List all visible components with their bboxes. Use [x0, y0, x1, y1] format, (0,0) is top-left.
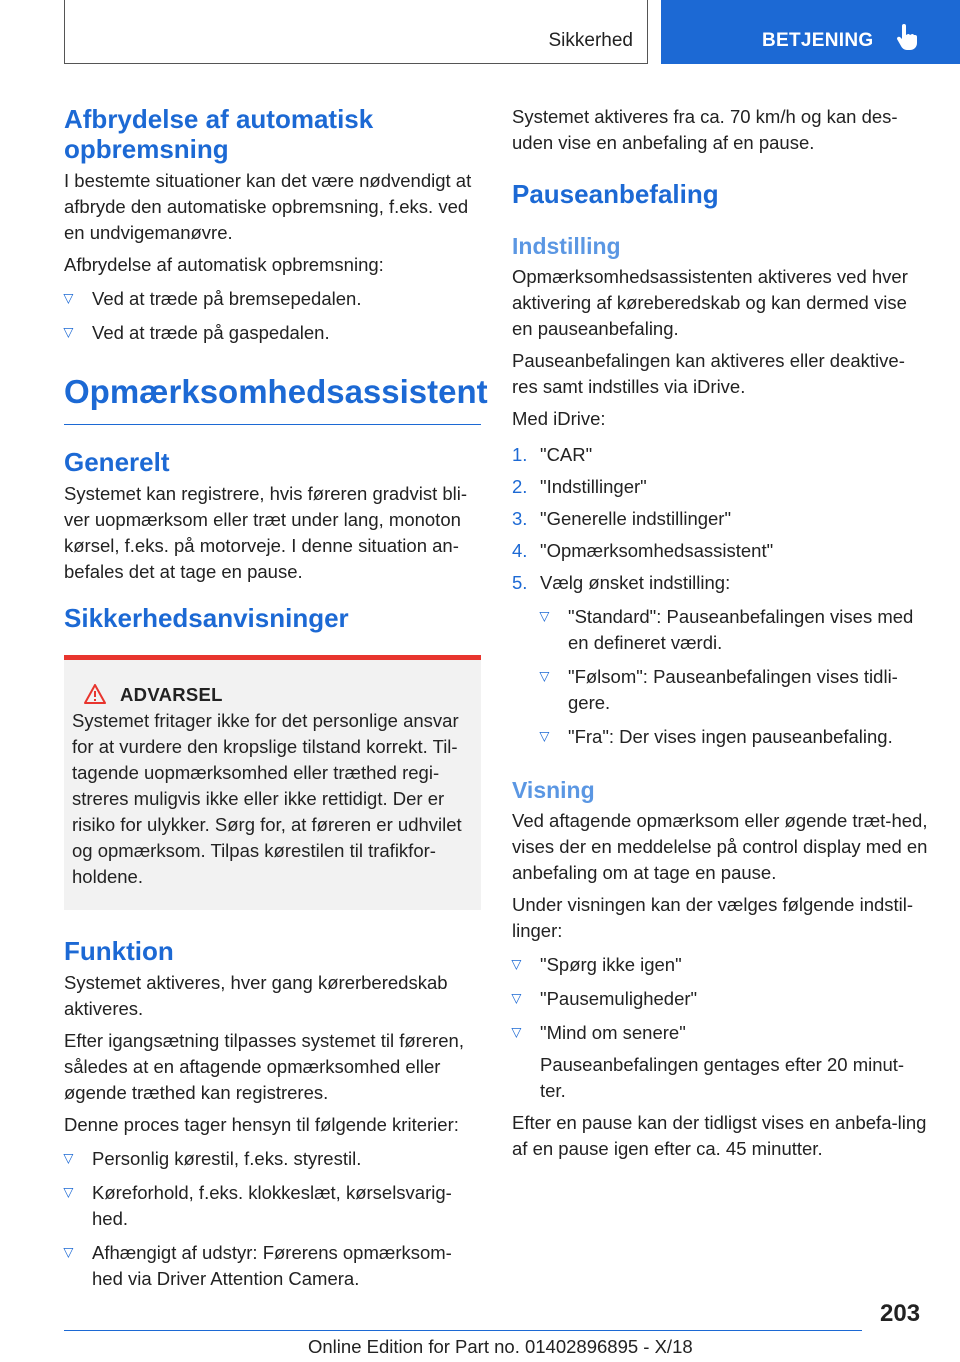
step-number: 1.	[512, 444, 528, 465]
header-section-box	[64, 0, 648, 64]
right-column	[512, 104, 928, 1162]
step-text: "Opmærksomhedsassistent"	[540, 540, 774, 561]
paragraph: Under visningen kan der vælges følgende indstil‐linger:	[512, 894, 914, 941]
footer-divider	[64, 1330, 862, 1331]
list-item: ▷ "Pausemuligheder"	[512, 986, 928, 1012]
step-text: "CAR"	[540, 444, 593, 465]
warning-triangle-icon	[84, 684, 106, 704]
heading-afbrydelse: Afbrydelse af automatisk opbremsning	[64, 104, 374, 164]
list-item: ▷ Køreforhold, f.eks. klokkeslæt, kørselsvarig‐hed.	[64, 1180, 481, 1232]
paragraph: Afbrydelse af automatisk opbremsning:	[64, 254, 384, 275]
heading-indstilling: Indstilling	[512, 233, 621, 259]
option-item: ▷ "Fra": Der vises ingen pauseanbefaling.	[540, 724, 928, 750]
list-item: ▷ Personlig kørestil, f.eks. styrestil.	[64, 1146, 481, 1172]
paragraph: Opmærksomhedsassistenten aktiveres ved hver aktivering af køreberedskab og kan dermed vise en pauseanbefaling.	[512, 266, 908, 339]
option-item: ▷ "Standard": Pauseanbefalingen vises med en defineret værdi.	[540, 604, 928, 656]
paragraph: Systemet aktiveres, hver gang kørerberedskab aktiveres.	[64, 972, 448, 1019]
paragraph: Efter igangsætning tilpasses systemet til føreren, således at en aftagende opmærksomhed eller øgende træthed kan registreres.	[64, 1030, 464, 1103]
step-text: Vælg ønsket indstilling:	[540, 572, 731, 593]
page-number: 203	[880, 1300, 921, 1327]
warning-title-text: ADVARSEL	[120, 684, 223, 705]
step-item	[512, 570, 928, 596]
list-item: ▷ Afhængigt af udstyr: Førerens opmærksom‐hed via Driver Attention Camera.	[64, 1240, 481, 1292]
paragraph: Efter en pause kan der tidligst vises en anbefa‐ling af en pause igen efter ca. 45 minutter.	[512, 1112, 927, 1159]
warning-box	[64, 655, 481, 910]
step-text: "Indstillinger"	[540, 476, 647, 497]
step-item	[512, 442, 928, 468]
paragraph: Denne proces tager hensyn til følgende kriterier:	[64, 1114, 459, 1135]
paragraph: I bestemte situationer kan det være nødvendigt at afbryde den automatiske opbremsning, f.eks. ved en undvigemanøvre.	[64, 170, 472, 243]
paragraph: Pauseanbefalingen gentages efter 20 minut‐ter.	[540, 1054, 905, 1101]
warning-title	[72, 682, 473, 708]
paragraph: Ved aftagende opmærksom eller øgende træt‐hed, vises der en meddelelse på control display med en anbefaling om at tage en pause.	[512, 810, 928, 883]
step-item	[512, 506, 928, 532]
paragraph: Pauseanbefalingen kan aktiveres eller deaktive‐res samt indstilles via iDrive.	[512, 350, 905, 397]
heading-generelt: Generelt	[64, 447, 170, 477]
step-item	[512, 474, 928, 500]
heading-pauseanbefaling: Pauseanbefaling	[512, 179, 719, 209]
list-item: ▷ Ved at træde på bremsepedalen.	[64, 286, 481, 312]
heading-opmaerksomhedsassistent: Opmærksomhedsassistent	[64, 372, 481, 425]
step-number: 3.	[512, 508, 528, 529]
list-item: ▷ "Spørg ikke igen"	[512, 952, 928, 978]
hand-pointer-icon	[896, 24, 918, 50]
list-item: ▷ Ved at træde på gaspedalen.	[64, 320, 481, 346]
heading-funktion: Funktion	[64, 936, 174, 966]
option-item: ▷ "Følsom": Pauseanbefalingen vises tidli‐gere.	[540, 664, 928, 716]
paragraph: Systemet kan registrere, hvis føreren gradvist bli‐ver uopmærksom eller træt under lang, monoton kørsel, f.eks. på motorveje. I denne situation an‐befales det at tage en pause.	[64, 483, 468, 582]
step-number: 5.	[512, 572, 528, 593]
warning-text: Systemet fritager ikke for det personlige ansvar for at vurdere den kropslige tilstand korrekt. Til‐tagende uopmærksomhed eller træthed regi‐streres muligvis ikke eller ikke rettidigt. Der er risiko for ulykker. Sørg for, at føreren er udhvilet og opmærksom. Tilpas kørestilen til trafikfor‐holdene.	[72, 710, 462, 887]
paragraph: Systemet aktiveres fra ca. 70 km/h og kan des‐uden vise en anbefaling af en pause.	[512, 106, 898, 153]
left-column	[64, 104, 488, 1292]
header-chapter-tab[interactable]	[661, 0, 960, 64]
step-text: "Generelle indstillinger"	[540, 508, 732, 529]
footer-edition: Online Edition for Part no. 01402896895 - X/18	[308, 1336, 693, 1357]
heading-visning: Visning	[512, 777, 595, 803]
paragraph: Med iDrive:	[512, 408, 606, 429]
list-item: ▷ "Mind om senere"	[512, 1020, 928, 1046]
header-section-title: Sikkerhed	[548, 30, 633, 51]
header-chapter-title: BETJENING	[762, 30, 874, 51]
step-number: 4.	[512, 540, 528, 561]
heading-sikkerhedsanvisninger: Sikkerhedsanvisninger	[64, 603, 349, 633]
step-item	[512, 538, 928, 564]
step-number: 2.	[512, 476, 528, 497]
